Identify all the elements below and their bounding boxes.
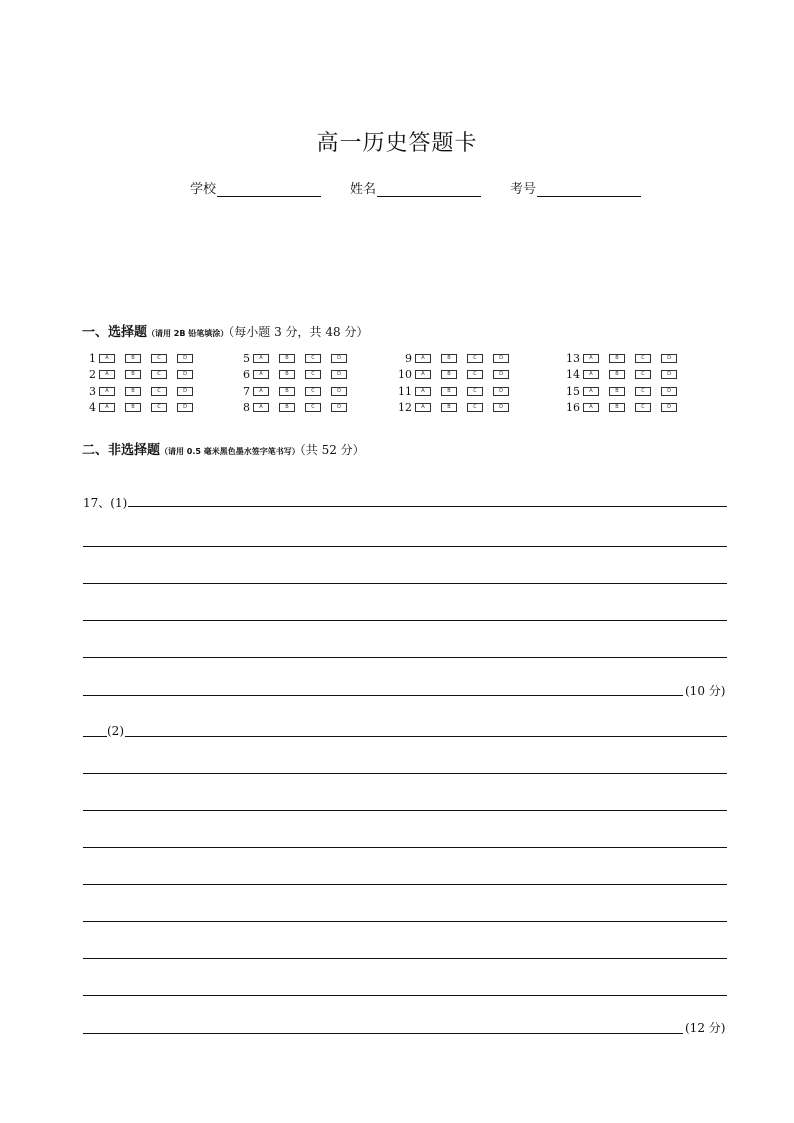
exam-number-field[interactable] <box>510 178 641 197</box>
mc-option-b-bubble[interactable]: B <box>279 403 295 412</box>
answer-line[interactable] <box>83 583 727 584</box>
mc-question-number: 5 <box>243 351 250 365</box>
mc-question-row <box>562 367 687 384</box>
section1-score: （每小题 3 分，共 48 分） <box>228 325 369 339</box>
mc-column <box>394 350 519 416</box>
mc-question-number: 4 <box>89 401 96 415</box>
mc-option-b-bubble[interactable]: B <box>441 387 457 396</box>
answer-line[interactable] <box>83 695 683 696</box>
mc-option-a-bubble[interactable]: A <box>99 403 115 412</box>
answer-line[interactable] <box>83 921 727 922</box>
mc-option-c-bubble[interactable]: C <box>635 403 651 412</box>
section2-title: 二、非选择题 <box>82 443 161 458</box>
mc-option-b-bubble[interactable]: B <box>279 387 295 396</box>
mc-option-a-bubble[interactable]: A <box>583 370 599 379</box>
mc-option-d-bubble[interactable]: D <box>493 387 509 396</box>
mc-option-a-bubble[interactable]: A <box>583 387 599 396</box>
section1-heading <box>82 321 368 340</box>
mc-option-b-bubble[interactable]: B <box>125 354 141 363</box>
mc-question-row <box>78 400 203 417</box>
mc-question-row <box>232 383 357 400</box>
mc-option-d-bubble[interactable]: D <box>177 370 193 379</box>
mc-option-d-bubble[interactable]: D <box>177 387 193 396</box>
school-label: 学校 <box>190 182 217 197</box>
mc-option-a-bubble[interactable]: A <box>253 403 269 412</box>
mc-question-row <box>562 383 687 400</box>
mc-question-number: 3 <box>89 384 96 398</box>
mc-option-d-bubble[interactable]: D <box>177 354 193 363</box>
section1-title: 一、选择题 <box>82 325 148 340</box>
mc-question-row <box>394 383 519 400</box>
answer-line[interactable] <box>83 506 727 507</box>
mc-option-b-bubble[interactable]: B <box>279 370 295 379</box>
mc-column <box>232 350 357 416</box>
q17-part2-label: (2) <box>107 724 124 738</box>
mc-option-a-bubble[interactable]: A <box>415 370 431 379</box>
mc-question-number: 16 <box>566 401 580 415</box>
exam-number-underline[interactable] <box>537 182 641 197</box>
mc-option-b-bubble[interactable]: B <box>609 403 625 412</box>
mc-column <box>78 350 203 416</box>
answer-line[interactable] <box>83 773 727 774</box>
mc-option-d-bubble[interactable]: D <box>331 387 347 396</box>
mc-question-row <box>78 350 203 367</box>
mc-option-b-bubble[interactable]: B <box>609 354 625 363</box>
mc-option-a-bubble[interactable]: A <box>583 403 599 412</box>
q17-part1-points: (10 分) <box>685 684 726 698</box>
answer-line[interactable] <box>83 736 727 737</box>
mc-option-c-bubble[interactable]: C <box>151 403 167 412</box>
mc-option-a-bubble[interactable]: A <box>99 354 115 363</box>
mc-question-row <box>394 367 519 384</box>
mc-option-b-bubble[interactable]: B <box>441 354 457 363</box>
page-title: 高一历史答题卡 <box>316 131 478 156</box>
mc-question-row <box>394 400 519 417</box>
mc-option-c-bubble[interactable]: C <box>151 354 167 363</box>
mc-option-b-bubble[interactable]: B <box>441 403 457 412</box>
mc-option-c-bubble[interactable]: C <box>635 387 651 396</box>
mc-option-b-bubble[interactable]: B <box>279 354 295 363</box>
mc-question-number: 7 <box>243 384 250 398</box>
mc-question-number: 2 <box>89 368 96 382</box>
mc-question-row <box>562 350 687 367</box>
section2-note: （请用 0.5 毫米黑色墨水签字笔书写） <box>160 447 300 456</box>
answer-line[interactable] <box>83 995 727 996</box>
answer-line[interactable] <box>83 657 727 658</box>
mc-option-b-bubble[interactable]: B <box>125 403 141 412</box>
mc-option-c-bubble[interactable]: C <box>305 370 321 379</box>
section1-note: （请用 2B 铅笔填涂） <box>147 329 229 338</box>
mc-option-c-bubble[interactable]: C <box>305 403 321 412</box>
mc-question-row <box>78 367 203 384</box>
mc-option-a-bubble[interactable]: A <box>583 354 599 363</box>
section2-score: （共 52 分） <box>299 443 365 457</box>
mc-option-a-bubble[interactable]: A <box>253 370 269 379</box>
name-field[interactable] <box>350 178 481 197</box>
mc-question-row <box>232 367 357 384</box>
mc-question-number: 15 <box>566 384 580 398</box>
exam-number-label: 考号 <box>510 182 537 197</box>
mc-question-row <box>232 350 357 367</box>
mc-option-d-bubble[interactable]: D <box>661 354 677 363</box>
mc-question-row <box>232 400 357 417</box>
mc-question-row <box>562 400 687 417</box>
mc-question-number: 9 <box>405 351 412 365</box>
mc-option-c-bubble[interactable]: C <box>467 403 483 412</box>
mc-question-number: 6 <box>243 368 250 382</box>
mc-option-a-bubble[interactable]: A <box>415 403 431 412</box>
mc-option-c-bubble[interactable]: C <box>635 370 651 379</box>
mc-option-a-bubble[interactable]: A <box>253 387 269 396</box>
mc-question-number: 13 <box>566 351 580 365</box>
mc-option-c-bubble[interactable]: C <box>151 370 167 379</box>
mc-question-number: 14 <box>566 368 580 382</box>
name-underline[interactable] <box>377 182 481 197</box>
q17-part1-label: 17、(1) <box>83 496 128 510</box>
q17-part2-points: (12 分) <box>685 1021 726 1035</box>
mc-option-b-bubble[interactable]: B <box>609 370 625 379</box>
mc-option-c-bubble[interactable]: C <box>467 387 483 396</box>
mc-option-d-bubble[interactable]: D <box>177 403 193 412</box>
mc-option-a-bubble[interactable]: A <box>415 387 431 396</box>
mc-option-d-bubble[interactable]: D <box>331 370 347 379</box>
mc-option-b-bubble[interactable]: B <box>125 370 141 379</box>
mc-option-c-bubble[interactable]: C <box>467 354 483 363</box>
name-label: 姓名 <box>350 182 377 197</box>
answer-line[interactable] <box>83 546 727 547</box>
section2-heading <box>82 439 365 458</box>
mc-option-d-bubble[interactable]: D <box>493 403 509 412</box>
mc-question-number: 10 <box>398 368 412 382</box>
mc-option-d-bubble[interactable]: D <box>493 354 509 363</box>
mc-option-c-bubble[interactable]: C <box>305 387 321 396</box>
mc-option-c-bubble[interactable]: C <box>467 370 483 379</box>
school-field[interactable] <box>190 178 321 197</box>
mc-question-number: 12 <box>398 401 412 415</box>
mc-option-d-bubble[interactable]: D <box>661 370 677 379</box>
answer-line[interactable] <box>83 958 727 959</box>
mc-question-number: 11 <box>398 384 412 398</box>
mc-option-d-bubble[interactable]: D <box>331 403 347 412</box>
mc-option-c-bubble[interactable]: C <box>151 387 167 396</box>
mc-column <box>562 350 687 416</box>
mc-option-d-bubble[interactable]: D <box>661 387 677 396</box>
mc-question-row <box>394 350 519 367</box>
mc-question-number: 8 <box>243 401 250 415</box>
mc-option-a-bubble[interactable]: A <box>415 354 431 363</box>
school-underline[interactable] <box>217 182 321 197</box>
mc-option-c-bubble[interactable]: C <box>305 354 321 363</box>
mc-question-row <box>78 383 203 400</box>
answer-line[interactable] <box>83 620 727 621</box>
mc-option-a-bubble[interactable]: A <box>99 387 115 396</box>
answer-line[interactable] <box>83 884 727 885</box>
mc-option-d-bubble[interactable]: D <box>661 403 677 412</box>
answer-line[interactable] <box>83 847 727 848</box>
mc-option-b-bubble[interactable]: B <box>609 387 625 396</box>
mc-question-number: 1 <box>89 351 96 365</box>
answer-line[interactable] <box>83 810 727 811</box>
mc-option-c-bubble[interactable]: C <box>635 354 651 363</box>
answer-line[interactable] <box>83 1033 683 1034</box>
mc-option-d-bubble[interactable]: D <box>331 354 347 363</box>
mc-option-a-bubble[interactable]: A <box>99 370 115 379</box>
mc-option-d-bubble[interactable]: D <box>493 370 509 379</box>
mc-option-a-bubble[interactable]: A <box>253 354 269 363</box>
mc-option-b-bubble[interactable]: B <box>441 370 457 379</box>
mc-option-b-bubble[interactable]: B <box>125 387 141 396</box>
